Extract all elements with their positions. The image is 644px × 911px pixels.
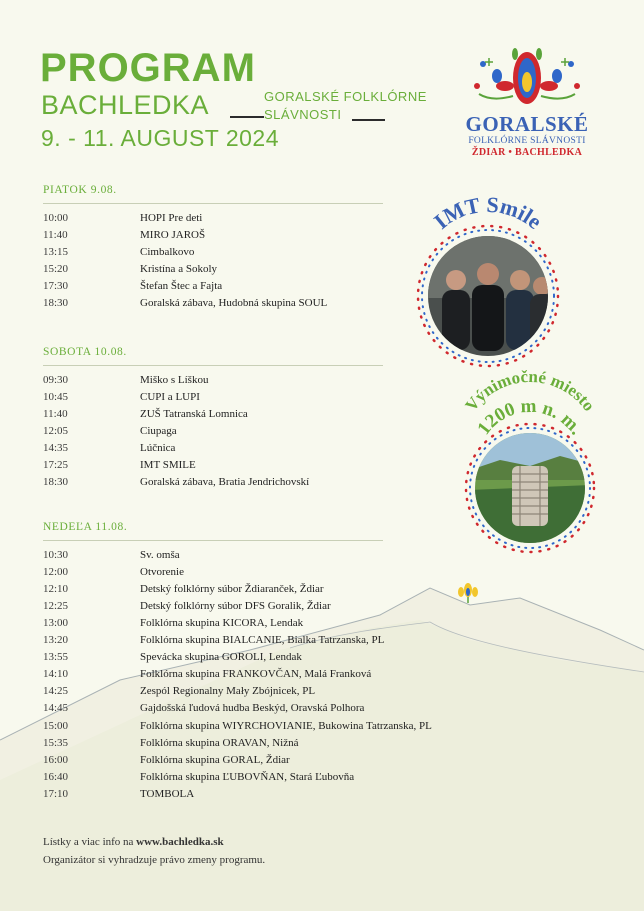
event-name: Folklórna skupina FRANKOVČAN, Malá Franková: [140, 668, 372, 681]
event-time: 10:00: [43, 212, 69, 224]
event-time: 14:35: [43, 442, 69, 455]
day-divider: [43, 365, 383, 366]
day-divider: [43, 540, 383, 541]
event-time: 15:00: [43, 719, 69, 732]
logo-places: ŽDIAR • BACHLEDKA: [471, 147, 583, 158]
event-time: 09:30: [43, 374, 69, 386]
event-time: 17:10: [43, 787, 69, 800]
event-time: 16:40: [43, 770, 69, 783]
event-name: Kristína a Sokoly: [140, 263, 217, 276]
event-time: 15:20: [43, 263, 69, 276]
day-title: PIATOK 9.08.: [43, 184, 117, 196]
event-name: Sv. omša: [140, 549, 180, 561]
small-flower-icon: [455, 580, 481, 604]
event-time: 13:55: [43, 651, 69, 664]
event-name: Spevácka skupina GOROLI, Lendak: [140, 651, 302, 664]
event-time: 10:30: [43, 549, 69, 561]
event-name: Goralská zábava, Hudobná skupina SOUL: [140, 297, 328, 310]
event-time: 14:25: [43, 685, 69, 698]
divider-line: [352, 119, 385, 121]
event-time: 11:40: [43, 408, 68, 421]
event-time: 14:45: [43, 702, 69, 715]
footer: [43, 833, 265, 869]
event-time: 18:30: [43, 476, 69, 489]
festival-dates: 9. - 11. AUGUST 2024: [41, 125, 279, 151]
event-time: 13:00: [43, 617, 69, 630]
day-title: NEDEĽA 11.08.: [43, 521, 128, 533]
event-time: 16:00: [43, 753, 69, 766]
event-time: 17:30: [43, 280, 69, 293]
event-name: Cimbalkovo: [140, 246, 195, 259]
event-name: Otvorenie: [140, 566, 184, 579]
event-time: 13:20: [43, 634, 69, 647]
event-name: Goralská zábava, Bratia Jendrichovskí: [140, 476, 310, 489]
day-title: SOBOTA 10.08.: [43, 346, 127, 358]
event-name: ZUŠ Tatranská Lomnica: [140, 408, 248, 421]
event-name: Folklórna skupina GORAL, Ždiar: [140, 753, 290, 766]
event-name: Štefan Štec a Fajta: [140, 280, 223, 293]
event-name: Folklórna skupina KICORA, Lendak: [140, 617, 304, 630]
event-name: HOPI Pre deti: [140, 212, 203, 224]
event-time: 18:30: [43, 297, 69, 310]
logo-title: GORALSKÉ: [465, 112, 589, 136]
event-name: Detský folklórny súbor DFS Goralik, Ždiar: [140, 600, 331, 613]
event-name: Folklórna skupina ĽUBOVŇAN, Stará Ľubovňa: [140, 770, 355, 783]
event-name: Folklórna skupina ORAVAN, Nižná: [140, 736, 299, 749]
event-name: Gajdošská ľudová hudba Beskýd, Oravská Polhora: [140, 702, 365, 715]
event-time: 11:40: [43, 229, 68, 242]
event-name: Folklórna skupina WIYRCHOVIANIE, Bukowina Tatrzanska, PL: [140, 719, 432, 732]
event-time: 12:10: [43, 583, 69, 596]
band-photo-badge: [398, 188, 578, 368]
event-time: 14:10: [43, 668, 69, 681]
event-time: 12:05: [43, 425, 69, 438]
tickets-info: Lístky a viac info na www.bachledka.sk: [43, 836, 224, 848]
event-time: 17:25: [43, 459, 69, 472]
page-title: PROGRAM: [40, 46, 256, 90]
festival-subtitle: [264, 88, 427, 124]
place-tagline-arc: Výnimočné miesto: [461, 370, 599, 415]
divider-line: [230, 116, 264, 118]
subtitle-line-1: GORALSKÉ FOLKLÓRNE: [264, 89, 427, 104]
subtitle-line-2: SLÁVNOSTI: [264, 107, 342, 122]
event-name: Zespól Regionalny Mały Zbójnicek, PL: [140, 685, 316, 698]
band-name-arc: IMT Smile: [428, 191, 547, 234]
day-divider: [43, 203, 383, 204]
altitude-arc: 1200 m n. m.: [473, 395, 587, 439]
event-name: Detský folklórny súbor Ždiaranček, Ždiar: [140, 583, 324, 596]
svg-text:1200 m n. m.: [473, 396, 587, 439]
event-time: 12:00: [43, 566, 69, 579]
event-time: 13:15: [43, 246, 69, 259]
event-name: Ciupaga: [140, 425, 177, 438]
disclaimer: Organizátor si vyhradzuje právo zmeny programu.: [43, 854, 266, 866]
event-name: CUPI a LUPI: [140, 391, 200, 404]
event-time: 15:35: [43, 736, 69, 749]
event-name: IMT SMILE: [140, 459, 196, 472]
event-time: 10:45: [43, 391, 69, 404]
logo-subtitle: FOLKLÓRNE SLÁVNOSTI: [468, 136, 586, 146]
event-name: Miško s Líškou: [140, 374, 209, 386]
event-time: 12:25: [43, 600, 69, 613]
website-link[interactable]: www.bachledka.sk: [136, 836, 224, 848]
event-name: MIRO JAROŠ: [140, 229, 206, 242]
event-name: Folklórna skupina BIALCANIE, Bialka Tatrzanska, PL: [140, 634, 385, 647]
location-title: BACHLEDKA: [41, 90, 210, 120]
event-name: Lúčnica: [140, 442, 176, 455]
event-name: TOMBOLA: [140, 787, 195, 800]
place-photo-badge: [440, 370, 620, 555]
